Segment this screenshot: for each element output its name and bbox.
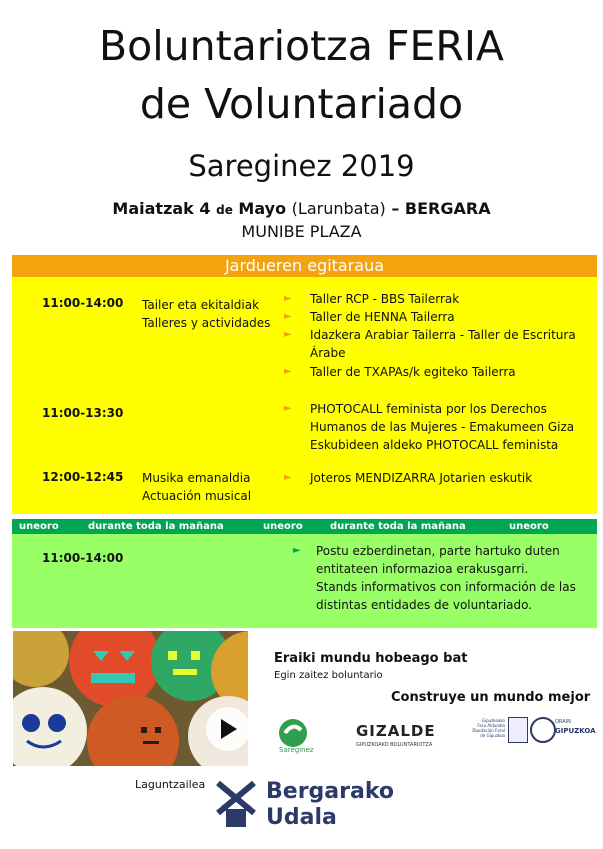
coat-of-arms-icon xyxy=(508,717,528,743)
title-line-2: de Voluntariado xyxy=(139,80,464,128)
allday-time: 11:00-14:00 xyxy=(42,551,124,565)
sponsor-label: Laguntzailea xyxy=(135,778,206,791)
row2-item-1: PHOTOCALL feminista por los Derechos xyxy=(310,402,547,416)
title-line-1: Boluntariotza FERIA xyxy=(99,22,504,70)
sareginez-text: Sareginez xyxy=(279,746,314,754)
bullet-icon: ► xyxy=(284,472,292,483)
program-heading: Jardueren egitaraua xyxy=(12,255,597,277)
row1-item-3: Idazkera Arabiar Tailerra - Taller de Escritura xyxy=(310,328,576,342)
row1-time: 11:00-14:00 xyxy=(42,296,124,310)
sponsor-name-2: Udala xyxy=(266,805,337,830)
row2-item-3: Eskubideen aldeko PHOTOCALL feminista xyxy=(310,438,559,452)
dip-line-1: Gipuzkoako xyxy=(481,718,505,723)
bullet-icon: ► xyxy=(284,366,292,377)
orain-gipuzkoa-icon xyxy=(530,717,556,743)
date-part-5: – BERGARA xyxy=(391,199,491,218)
date-part-2: de xyxy=(216,203,233,217)
uneoro-2: uneoro xyxy=(263,521,303,532)
subtitle: Sareginez 2019 xyxy=(188,149,415,183)
row1-item-1: Taller RCP - BBS Tailerrak xyxy=(310,292,460,306)
row1-desc-2: Talleres y actividades xyxy=(142,316,271,330)
allday-line-2: entitateen informazioa erakusgarri. xyxy=(316,562,529,576)
bullet-icon: ► xyxy=(293,545,301,556)
row1-item-2: Taller de HENNA Tailerra xyxy=(310,310,455,324)
row1-desc-1: Tailer eta ekitaldiak xyxy=(142,298,260,312)
dip-line-4: de Gipuzkoa xyxy=(480,733,505,738)
diputacion-text xyxy=(469,718,505,738)
allday-line-3: Stands informativos con información de las xyxy=(316,580,576,594)
video-thumbnail[interactable] xyxy=(13,631,248,766)
sponsor-name-1: Bergarako xyxy=(266,779,394,804)
durante-2: durante toda la mañana xyxy=(330,521,466,532)
row3-item-1: Joteros MENDIZARRA Jotarien eskutik xyxy=(310,471,533,485)
slogan-1: Eraiki mundu hobeago bat xyxy=(274,651,468,666)
bergara-logo-shape xyxy=(214,779,258,829)
row3-desc-2: Actuación musical xyxy=(142,489,252,503)
dip-line-2: Foru Aldundia xyxy=(477,723,505,728)
orain-text: ORAIN xyxy=(555,719,571,725)
dip-line-3: Diputación Foral xyxy=(472,728,505,733)
row1-item-3b: Árabe xyxy=(310,346,346,360)
date-part-4: (Larunbata) xyxy=(291,199,386,218)
date-line xyxy=(0,198,603,221)
allday-line-1: Postu ezberdinetan, parte hartuko duten xyxy=(316,544,560,558)
date-part-3: Mayo xyxy=(238,199,287,218)
slogan-2: Egin zaitez boluntario xyxy=(274,670,383,681)
durante-1: durante toda la mañana xyxy=(88,521,224,532)
bullet-icon: ► xyxy=(284,311,292,322)
bullet-icon: ► xyxy=(284,329,292,340)
bergara-shield-icon xyxy=(214,779,258,829)
row2-time: 11:00-13:30 xyxy=(42,406,124,420)
sareginez-logo xyxy=(273,716,315,758)
gizalde-sub: GIPUZKOAKO BOLUNTARIOTZA xyxy=(356,742,433,748)
row3-time: 12:00-12:45 xyxy=(42,470,124,484)
place: MUNIBE PLAZA xyxy=(241,222,362,241)
bullet-icon: ► xyxy=(284,403,292,414)
bullet-icon: ► xyxy=(284,293,292,304)
uneoro-1: uneoro xyxy=(19,521,59,532)
painted-barrels-image xyxy=(13,631,248,766)
date-part-1: Maiatzak 4 xyxy=(112,199,211,218)
uneoro-3: uneoro xyxy=(509,521,549,532)
slogan-3: Construye un mundo mejor xyxy=(391,690,591,705)
gipuzkoa-text: GIPUZKOA xyxy=(555,727,596,735)
gizalde-logo: GIZALDE xyxy=(356,722,436,740)
row3-desc-1: Musika emanaldia xyxy=(142,471,251,485)
allday-line-4: distintas entidades de voluntariado. xyxy=(316,598,533,612)
row1-item-4: Taller de TXAPAs/k egiteko Tailerra xyxy=(310,365,516,379)
row2-item-2: Humanos de las Mujeres - Emakumeen Giza xyxy=(310,420,575,434)
